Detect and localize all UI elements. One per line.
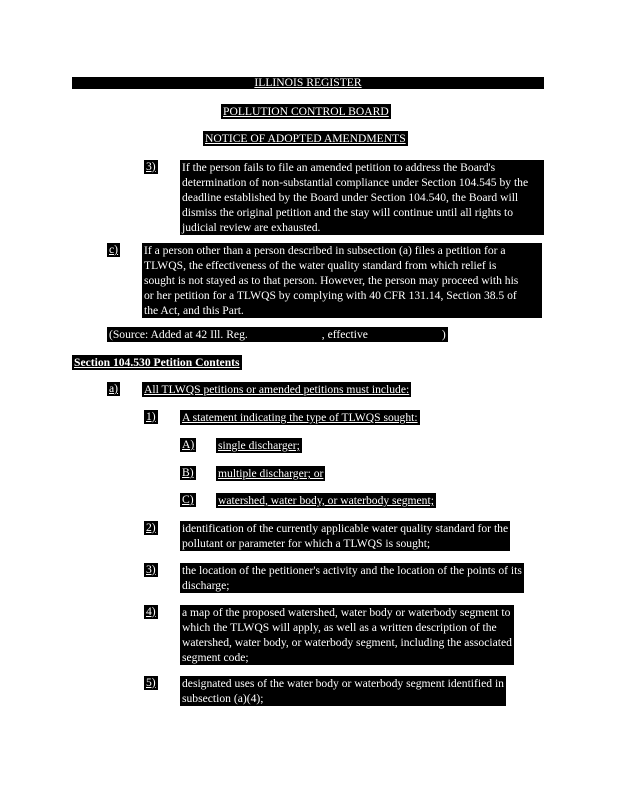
item-A-marker: A) xyxy=(182,438,195,451)
notice-title: NOTICE OF ADOPTED AMENDMENTS xyxy=(205,132,406,145)
text-line: If a person other than a person described in subsection (a) files a petition for a xyxy=(144,244,506,257)
item-3-marker: 3) xyxy=(146,563,156,576)
item-c-marker: c) xyxy=(109,243,119,256)
item-5-text xyxy=(180,676,506,706)
item-B-marker: B) xyxy=(182,466,194,479)
item-B-text: multiple discharger; or xyxy=(218,467,324,480)
item-4-marker: 4) xyxy=(146,605,156,618)
item-3-text xyxy=(180,563,524,593)
item-b3-text xyxy=(180,160,544,235)
text-line: judicial review are exhausted. xyxy=(182,221,321,234)
item-4-text xyxy=(180,605,514,665)
item-a-text: All TLWQS petitions or amended petitions must include: xyxy=(144,383,410,396)
text-line: If the person fails to file an amended petition to address the Board's xyxy=(182,161,496,174)
item-2-text xyxy=(180,521,510,551)
text-line: the location of the petitioner's activity and the location of the points of its xyxy=(182,564,522,577)
source-note: (Source: Added at 42 Ill. Reg. , effective ) xyxy=(109,328,446,341)
text-line: discharge; xyxy=(182,579,230,592)
item-c-text xyxy=(142,243,542,318)
item-1-marker: 1) xyxy=(146,410,156,423)
text-line: TLWQS, the effectiveness of the water quality standard from which relief is xyxy=(144,259,497,272)
text-line: subsection (a)(4); xyxy=(182,692,264,705)
text-line: sought is not stayed as to that person. However, the person may proceed with his xyxy=(144,274,519,287)
item-C-text: watershed, water body, or waterbody segment; xyxy=(218,494,434,507)
item-b3-marker: 3) xyxy=(146,160,156,173)
text-line: the Act, and this Part. xyxy=(144,304,244,317)
board-title: POLLUTION CONTROL BOARD xyxy=(223,105,389,118)
text-line: a map of the proposed watershed, water body or waterbody segment to xyxy=(182,606,511,619)
section-title: Section 104.530 Petition Contents xyxy=(74,356,240,369)
text-line: pollutant or parameter for which a TLWQS is sought; xyxy=(182,537,431,550)
text-line: identification of the currently applicable water quality standard for the xyxy=(182,522,509,535)
text-line: watershed, water body, or waterbody segment, including the associated xyxy=(182,636,512,649)
item-C-marker: C) xyxy=(182,493,194,506)
register-title: ILLINOIS REGISTER xyxy=(254,76,362,89)
item-A-text: single discharger; xyxy=(218,439,300,452)
text-line: deadline established by the Board under Section 104.540, the Board will xyxy=(182,191,519,204)
text-line: or her petition for a TLWQS by complying with 40 CFR 131.14, Section 38.5 of xyxy=(144,289,517,302)
item-1-text: A statement indicating the type of TLWQS sought: xyxy=(182,411,418,424)
item-2-marker: 2) xyxy=(146,521,156,534)
text-line: determination of non-substantial compliance under Section 104.545 by the xyxy=(182,176,529,189)
text-line: dismiss the original petition and the stay will continue until all rights to xyxy=(182,206,514,219)
text-line: which the TLWQS will apply, as well as a written description of the xyxy=(182,621,497,634)
text-line: segment code; xyxy=(182,651,249,664)
item-5-marker: 5) xyxy=(146,676,156,689)
text-line: designated uses of the water body or waterbody segment identified in xyxy=(182,677,504,690)
item-a-marker: a) xyxy=(109,382,119,395)
